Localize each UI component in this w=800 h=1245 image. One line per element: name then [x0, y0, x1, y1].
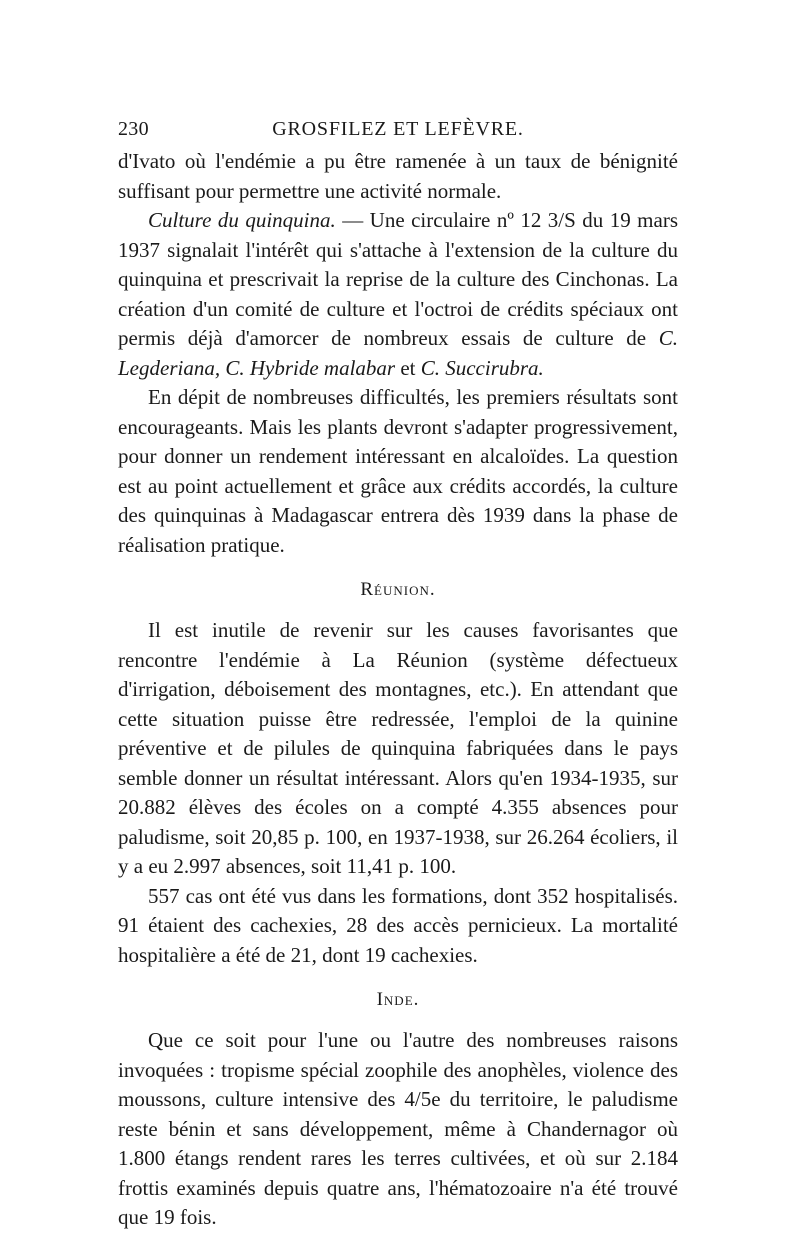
paragraph-text: — Une circulaire nº 12 3/S du 19 mars 1937 signalait l'intérêt qui s'attache à l'extension de la culture du quinquina et prescrivait la reprise de la culture des Cinchonas. La création d'un comité de culture et l'octroi de crédits spéciaux ont permis déjà d'amorcer de nombreux essais de culture de — [118, 208, 678, 350]
species-names-1: C. Legderiana, C. Hybride malabar — [118, 326, 678, 380]
paragraph-culture-quinquina — [118, 206, 678, 383]
document-page — [118, 118, 678, 1233]
paragraph-reunion-1: Il est inutile de revenir sur les causes favorisantes que rencontre l'endémie à La Réunion (système défectueux d'irrigation, déboisement des montagnes, etc.). En attendant que cette situation puisse être redressée, l'emploi de la quinine préventive et de pilules de quinquina fabriquées dans le pays semble donner un résultat intéressant. Alors qu'en 1934-1935, sur 20.882 élèves des écoles on a compté 4.355 absences pour paludisme, soit 20,85 p. 100, en 1937-1938, sur 26.264 écoliers, il y a eu 2.997 absences, soit 11,41 p. 100. — [118, 618, 678, 878]
subsection-title-culture-quinquina: Culture du quinquina. — [148, 208, 336, 232]
section-heading-reunion: Réunion. — [360, 579, 436, 600]
paragraph-inde-1: Que ce soit pour l'une ou l'autre des nombreuses raisons invoquées : tropisme spécial zoophile des anophèles, violence des moussons, culture intensive des 4/5e du territoire, le paludisme reste bénin et sans développement, même à Chandernagor où 1.800 étangs rendent rares les terres cultivées, et où sur 2.184 frottis examinés depuis quatre ans, l'hématozoaire n'a été trouvé que 19 fois. — [118, 1028, 678, 1229]
running-head — [118, 118, 678, 141]
paragraph-reunion-2: 557 cas ont été vus dans les formations, dont 352 hospitalisés. 91 étaient des cachexies, 28 des accès pernicieux. La mortalité hospitalière a été de 21, dont 19 cachexies. — [118, 883, 678, 967]
paragraph-ivato: d'Ivato où l'endémie a pu être ramenée à un taux de bénignité suffisant pour permettre une activité normale. — [118, 149, 678, 203]
page-number: 230 — [118, 118, 149, 140]
section-heading-inde: Inde. — [376, 989, 420, 1010]
paragraph-results: En dépit de nombreuses difficultés, les premiers résultats sont encourageants. Mais les plants devront s'adapter progressivement, pour donner un rendement intéressant en alcaloïdes. La question est au point actuellement et grâce aux crédits accordés, la culture des quinquinas à Madagascar entrera dès 1939 dans la phase de réalisation pratique. — [118, 385, 678, 557]
paragraph-text-and: et — [395, 355, 421, 380]
species-names-2: C. Succirubra. — [420, 355, 544, 380]
running-title: GROSFILEZ ET LEFÈVRE. — [272, 118, 524, 140]
